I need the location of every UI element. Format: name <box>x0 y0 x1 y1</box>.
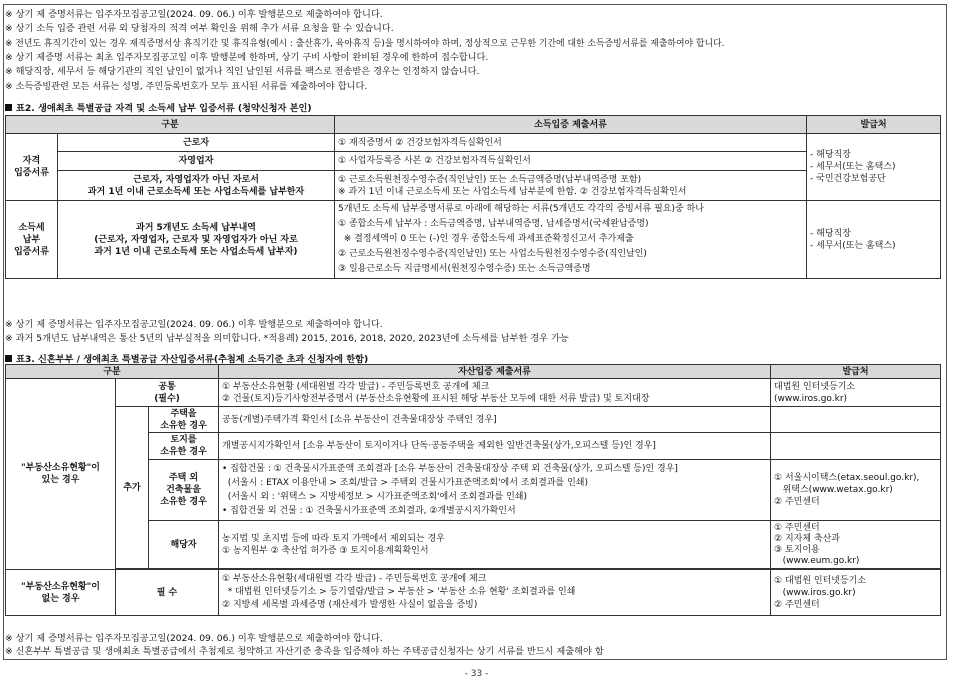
top-note-4: ※ 상기 제증명 서류는 최초 입주자모집공고일 이후 발행분에 한하며, 상기 구비 사항이 완비된 경우에 한하여 접수합니다. <box>5 52 489 63</box>
table2-type-worker: 근로자 <box>58 134 335 152</box>
table3-extra-land-issuer <box>771 433 941 460</box>
table2-type-selfemployed: 자영업자 <box>58 152 335 171</box>
table3-header-row <box>6 365 941 379</box>
top-note-1: ※ 상기 제 증명서류는 입주자모집공고일(2024. 09. 06.) 이후 발행분으로 제출하여야 합니다. <box>5 9 383 20</box>
table2-group2-issuer: - 해당직장 - 세무서(또는 홈택스) <box>807 201 941 279</box>
table3-extra-house-type: 주택을 소유한 경우 <box>149 407 219 433</box>
table2-header-docs: 소득입증 제출서류 <box>335 116 807 134</box>
table2-group1-issuer: - 해당직장 - 세무서(또는 홈택스) - 국민건강보험공단 <box>807 134 941 201</box>
table3-extra-house-issuer <box>771 407 941 433</box>
table-row <box>6 570 941 616</box>
table3-header-docs: 자산입증 제출서류 <box>219 365 771 379</box>
table2-header-row <box>6 116 941 134</box>
table3-extra-eligible-type: 해당자 <box>149 521 219 569</box>
table2-group2-docs: 5개년도 소득세 납부증명서류로 아래에 해당하는 서류(5개년도 각각의 증빙서류 필요)중 하나 ① 종합소득세 납부자 : 소득금액증명, 납부내역증명, 납세증명서(국세완납증명) ※ 결정세액이 0 또는 (-)인 경우 종합소득세 과세표준확정신고서 추가제출 ② 근로소득원천징수영수증(직인날인) 또는 사업소득원천징수영수증(직인날인) ③ 일용근로소득 지급명세서(원천징수영수증) 또는 소득금액증명 <box>335 201 807 279</box>
table3-common-type: 공통 (필수) <box>116 379 219 407</box>
top-note-6: ※ 소득증빙관련 모든 서류는 성명, 주민등록번호가 모두 표시된 서류를 제출하여야 합니다. <box>5 81 368 92</box>
table3-header-category: 구분 <box>6 365 219 379</box>
table2-note-1: ※ 상기 제 증명서류는 입주자모집공고일(2024. 09. 06.) 이후 발행분으로 제출하여야 합니다. <box>5 319 383 330</box>
table2-group2-type: 과거 5개년도 소득세 납부내역 (근로자, 자영업자, 근로자 및 자영업자가 아닌 자로 과거 1년 이내 근로소득세 또는 사업소득세 납부자) <box>58 201 335 279</box>
table3-has-group-label: "부동산소유현황"이 있는 경우 <box>6 379 116 570</box>
table2-group1-label: 자격 입증서류 <box>6 134 58 201</box>
table3-header-issuer: 발급처 <box>771 365 941 379</box>
table3-none-docs: ① 부동산소유현황(세대원별 각각 발급) - 주민등록번호 공개에 체크 * 대법원 인터넷등기소 > 등기열람/발급 > 부동산 > '부동산 소유 현황' 조회결과를 인쇄 ② 지방세 세목별 과세증명 (재산세가 발생한 사실이 없음을 증빙) <box>219 570 771 616</box>
table3-note-2: ※ 신혼부부 특별공급 및 생애최초 특별공급에서 추첨제로 청약하고 자산기준 충족을 입증해야 하는 주택공급신청자는 상기 서류를 반드시 제출해야 함 <box>5 646 604 657</box>
table2-header-category: 구분 <box>6 116 335 134</box>
table2-header-issuer: 발급처 <box>807 116 941 134</box>
table3 <box>5 364 941 616</box>
top-note-5: ※ 해당직장, 세무서 등 해당기관의 직인 날인이 없거나 직인 날인된 서류를 팩스로 전송받은 경우는 인정하지 않습니다. <box>5 66 480 77</box>
table2-group2-label: 소득세 납부 입증서류 <box>6 201 58 279</box>
section-bullet-icon <box>5 355 12 362</box>
table3-note-1: ※ 상기 제 증명서류는 입주자모집공고일(2024. 09. 06.) 이후 발행분으로 제출하여야 합니다. <box>5 633 383 644</box>
table3-none-issuer: ① 대법원 인터넷등기소 (www.iros.go.kr) ② 주민센터 <box>771 570 941 616</box>
table3-extra-label: 추가 <box>116 407 149 569</box>
table3-extra-building-type: 주택 외 건축물을 소유한 경우 <box>149 460 219 521</box>
table2-type-other: 근로자, 자영업자가 아닌 자로서 과거 1년 이내 근로소득세 또는 사업소득세를 납부한자 <box>58 171 335 201</box>
table-row <box>6 379 941 407</box>
top-note-3: ※ 전년도 휴직기간이 있는 경우 재직증명서상 휴직기간 및 휴직유형(예시 : 출산휴가, 육아휴직 등)을 명시하여야 하며, 정상적으로 근무한 기간에 대한 소득증빙서류를 제출하여야 합니다. <box>5 39 725 49</box>
table3-common-issuer: 대법원 인터넷등기소 (www.iros.go.kr) <box>771 379 941 407</box>
table3-extra-building-docs: • 집합건물 : ① 건축물시가표준액 조회결과 [소유 부동산이 건축물대장상 주택 외 건축물(상가, 오피스텔 등)인 경우] (서울시 : ETAX 이용안내 > 조회/발급 > 주택외 건물시가표준액조회'에서 조회결과를 인쇄) (서울시 외 : '위택스 > 지방세정보 > 시가표준액조회'에서 조회결과를 인쇄) • 집합건물 외 건물 : ① 건축물시가표준액 조회결과, ②개별공시지가확인서 <box>219 460 771 521</box>
table-row <box>6 407 941 433</box>
table2 <box>5 115 941 279</box>
table2-docs-selfemployed: ① 사업자등록증 사본 ② 건강보험자격득실확인서 <box>335 152 807 171</box>
table-row <box>6 201 941 279</box>
section-bullet-icon <box>5 104 12 111</box>
top-note-2: ※ 상기 소득 입증 관련 서류 외 당첨자의 적격 여부 확인을 위해 추가 서류 요청을 할 수 있습니다. <box>5 23 394 34</box>
table3-extra-land-docs: 개별공시지가확인서 [소유 부동산이 토지이거나 단독·공동주택을 제외한 일반건축물(상가,오피스텔 등)인 경우] <box>219 433 771 460</box>
table2-note-2: ※ 과거 5개년도 납부내역은 통산 5년의 납부실적을 의미합니다. *적용례) 2015, 2016, 2018, 2020, 2023년에 소득세를 납부한 경우 가능 <box>5 333 569 344</box>
table3-extra-house-docs: 공동(개별)주택가격 확인서 [소유 부동산이 건축물대장상 주택인 경우] <box>219 407 771 433</box>
table2-title: 표2. 생애최초 특별공급 자격 및 소득세 납부 입증서류 (청약신청자 본인) <box>5 100 312 114</box>
table3-title: 표3. 신혼부부 / 생애최초 특별공급 자산입증서류(추첨제 소득기준 초과 신청자에 한함) <box>5 351 368 365</box>
page-number: - 33 - <box>464 669 489 679</box>
table2-docs-other: ① 근로소득원천징수영수증(직인날인) 또는 소득금액증명(납부내역증명 포함) ※ 과거 1년 이내 근로소득세 또는 사업소득세 납부분에 한함. ② 건강보험자격득실확인서 <box>335 171 807 201</box>
table2-docs-worker: ① 재직증명서 ② 건강보험자격득실확인서 <box>335 134 807 152</box>
table3-common-docs: ① 부동산소유현황 (세대원별 각각 발급) - 주민등록번호 공개에 체크 ② 건물(토지)등기사항전부증명서 (부동산소유현황에 표시된 해당 부동산 모두에 대한 서류 발급) 및 토지대장 <box>219 379 771 407</box>
table-row <box>6 171 941 201</box>
table3-none-group-label: "부동산소유현황"이 없는 경우 <box>6 570 116 616</box>
table-row <box>6 152 941 171</box>
table3-extra-land-type: 토지를 소유한 경우 <box>149 433 219 460</box>
table-row <box>6 134 941 152</box>
table3-extra-eligible-issuer: ① 주민센터 ② 지자체 축산과 ③ 토지이용 (www.eum.go.kr) <box>771 521 941 569</box>
table3-extra-eligible-docs: 농지법 및 초지법 등에 따라 토지 가액에서 제외되는 경우 ① 농지원부 ② 축산업 허가증 ③ 토지이용계획확인서 <box>219 521 771 569</box>
table3-extra-building-issuer: ① 서울시이택스(etax.seoul.go.kr), 위택스(www.wetax.go.kr) ② 주민센터 <box>771 460 941 521</box>
table3-none-type: 필 수 <box>116 570 219 616</box>
